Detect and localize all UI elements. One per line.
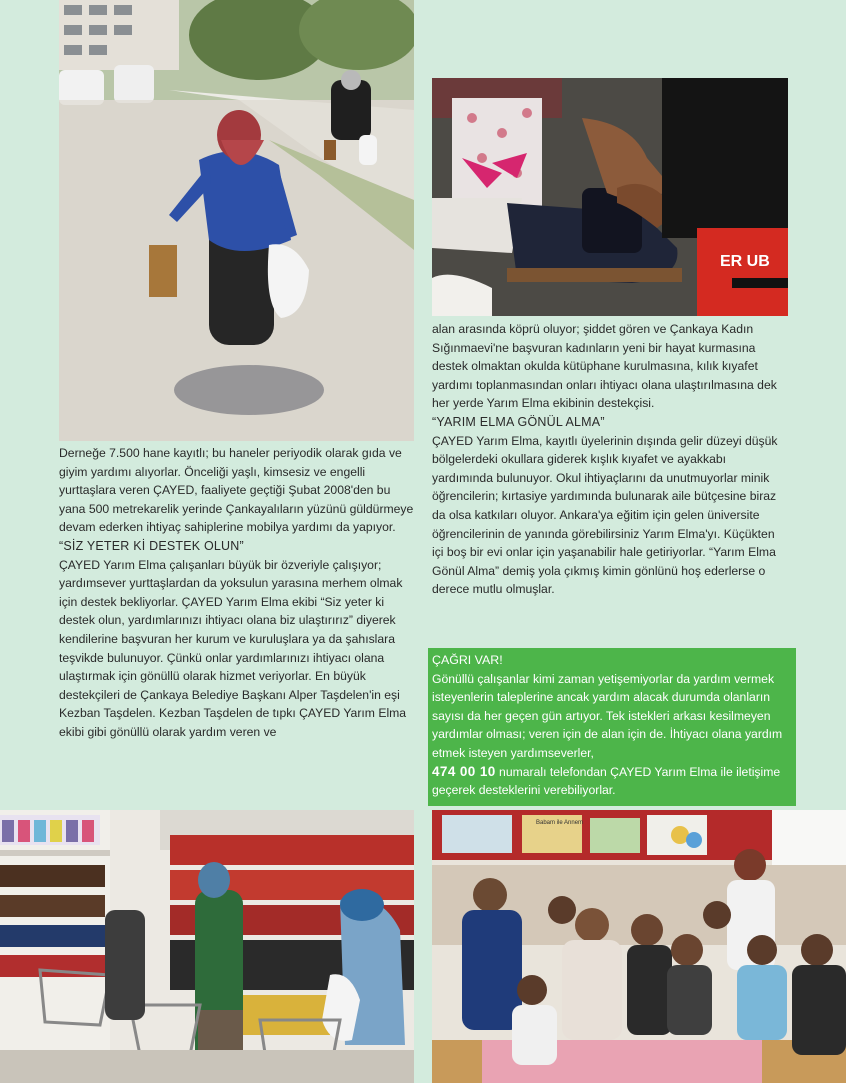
classroom-banner-text: Babam ile Annem: [536, 820, 584, 826]
shoe-box-label: ER UB: [720, 253, 770, 270]
photo-woman-walking: [59, 0, 414, 441]
right-column: [432, 320, 787, 599]
callout-text-before: Gönüllü çalışanlar kimi zaman yetişemiyorlar da yardım vermek isteyenlerin taleplerine ancak yardım alacak durumda olanların sayısı da her geçen gün artıyor. Tek istekleri arkası kesilmeyen yardımlar olması; veren için de alan için de. İhtiyacı olana yardım etmek isteyen yardımseverler,: [432, 671, 783, 760]
callout-text-after: numaralı telefondan ÇAYED Yarım Elma ile iletişime geçerek desteklerini verebiliyorlar.: [432, 764, 781, 798]
callout-box: [428, 648, 796, 806]
gonul-paragraph: ÇAYED Yarım Elma, kayıtlı üyelerinin dışında gelir düzeyi düşük bölgelerdeki okullara giderek kışlık kıyafet ve ayakkabı yardımında bulunuyor. Okul ihtiyaçlarını da unutmuyorlar minik öğrencilerin; kırtasiye yardımında bulunarak aile bütçesine biraz da olsa katkıları oluyor. Ankara'ya eğitim için gelen üniversite öğrencilerinin de yanında görebilirsiniz Yarım Elma'yı. Küçükten içi boş bir evi onlar için yaşanabilir hale getiriyorlar. “Yarım Elma Gönül Alma” demiş yola çıkmış kimin gönlünü hoş ederlerse o derece mutlu olmuşlar.: [432, 433, 778, 597]
left-column: [59, 444, 417, 742]
phone-number: 474 00 10: [432, 763, 496, 779]
section-heading-gonul: “YARIM ELMA GÖNÜL ALMA”: [432, 414, 605, 429]
destek-paragraph: ÇAYED Yarım Elma çalışanları büyük bir özveriyle çalışıyor; yardımsever yurttaşlardan da yoksulun yarasına merhem olmak için destek bekliyorlar. ÇAYED Yarım Elma ekibi “Siz yeter ki destek olun, yardımlarınızı ihtiyacı olana biz ulaştırırız” diyerek kendilerine başvuran her kurum ve kuruluşlara ya da şahıslara teşvikde bulunuyor. Çünkü onlar yardımlarınızı ihtiyacı olana ulaştırmak için gönüllü olarak hizmet veriyorlar. En büyük destekçileri de Çankaya Belediye Başkanı Alper Taşdelen'in eşi Kezban Taşdelen. Kezban Taşdelen de tıpkı ÇAYED Yarım Elma ekibi gibi gönüllü olarak yardım veren ve: [59, 557, 407, 739]
callout-body: [432, 670, 792, 800]
photo-supermarket: [0, 810, 414, 1083]
photo-shoes-fitting: [432, 78, 788, 316]
photo-classroom: [432, 810, 846, 1083]
continuation-paragraph: alan arasında köprü oluyor; şiddet gören ve Çankaya Kadın Sığınmaevi'ne başvuran kadınların yeni bir hayat kurmasına destek olmaktan okulda kütüphane kurulmasına, kılık kıyafet yardımı toplanmasından onları ihtiyacı olana ulaştırılmasına dek her yerde Yarım Elma ekibinin destekçisi.: [432, 322, 777, 411]
callout-title: ÇAĞRI VAR!: [432, 653, 503, 667]
intro-paragraph: Derneğe 7.500 hane kayıtlı; bu haneler periyodik olarak gıda ve giyim yardımı alıyorlar. Önceliği yaşlı, kimsesiz ve engelli yurttaşlara veren ÇAYED, faaliyete geçtiği Şubat 2008'den bu yana 500 metrekarelik yerinde Çankayalıların yüzünü güldürmeye devam ederken ihtiyaç sahiplerine mobilya yardımı da yapıyor.: [59, 446, 414, 535]
section-heading-destek: “SİZ YETER Kİ DESTEK OLUN”: [59, 538, 244, 553]
